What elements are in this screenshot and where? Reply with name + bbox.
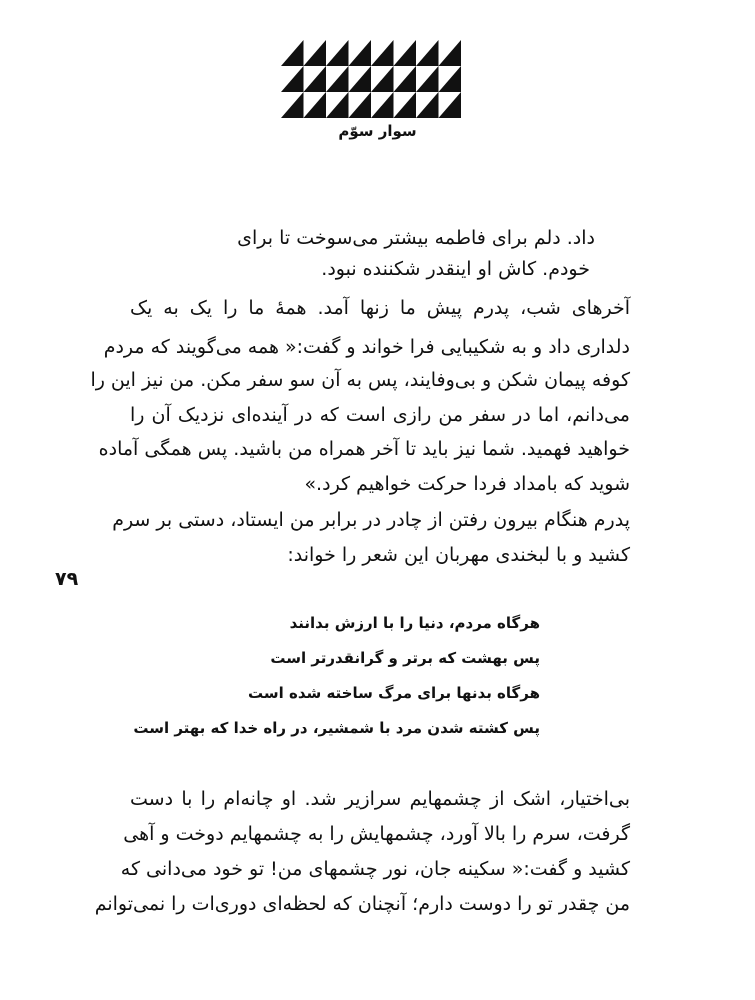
page-number: ۷۹ <box>55 568 79 590</box>
poem-verse: هرگاه مردم، دنیا را با ارزش بدانند <box>289 614 540 632</box>
body-line: بی‌اختیار، اشک از چشمهایم سرازیر شد. او چانه‌ام را با دست <box>130 788 630 810</box>
ornament-triangle <box>394 66 417 92</box>
body-line: خواهید فهمید. شما نیز باید تا آخر همراه من باشید. پس همگی آماده <box>98 438 630 460</box>
ornament-triangle <box>304 40 327 66</box>
body-line: دلداری داد و به شکیبایی فرا خواند و گفت:« همه می‌گویند که مردم <box>103 336 630 358</box>
ornament-triangle <box>416 40 439 66</box>
body-line: کشید و با لبخندی مهربان این شعر را خواند: <box>287 544 630 566</box>
body-line: شوید که بامداد فردا حرکت خواهیم کرد.» <box>304 473 630 495</box>
ornament-triangle <box>326 92 349 118</box>
body-line: پدرم هنگام بیرون رفتن از چادر در برابر من ایستاد، دستی بر سرم <box>112 509 630 531</box>
body-line: خودم. کاش او اینقدر شکننده نبود. <box>321 258 590 280</box>
ornament-triangle <box>349 40 372 66</box>
ornament-triangle <box>416 92 439 118</box>
triangle-ornament-icon <box>281 40 461 118</box>
chapter-title: سوار سوّم <box>338 122 417 140</box>
body-line: کشید و گفت:« سکینه جان، نور چشمهای من! تو خود می‌دانی که <box>120 858 630 880</box>
ornament-triangle <box>394 92 417 118</box>
ornament-triangle <box>326 40 349 66</box>
ornament-triangle <box>326 66 349 92</box>
ornament-triangle <box>349 66 372 92</box>
body-line: آخرهای شب، پدرم پیش ما زنها آمد. همهٔ ما را یک به یک <box>130 297 630 319</box>
body-line: کوفه پیمان شکن و بی‌وفایند، پس به آن سو سفر مکن. من نیز این را <box>90 369 630 391</box>
body-line: من چقدر تو را دوست دارم؛ آنچنان که لحظه‌ای دوری‌ات را نمی‌توانم <box>94 893 630 915</box>
ornament-triangle <box>371 40 394 66</box>
ornament-triangle <box>281 92 304 118</box>
ornament-triangle <box>281 66 304 92</box>
ornament-triangle <box>304 66 327 92</box>
poem-verse: هرگاه بدنها برای مرگ ساخته شده است <box>247 684 540 702</box>
poem-verse: پس کشته شدن مرد با شمشیر، در راه خدا که بهتر است <box>133 719 540 737</box>
body-line: می‌دانم، اما در سفر من رازی است که در آینده‌ای نزدیک آن را <box>130 404 630 426</box>
ornament-triangle <box>304 92 327 118</box>
poem-verse: پس بهشت که برتر و گرانقدرتر است <box>270 649 540 667</box>
ornament-triangle <box>349 92 372 118</box>
ornament-triangle <box>439 40 462 66</box>
ornament-triangle <box>416 66 439 92</box>
ornament-triangle <box>371 92 394 118</box>
ornament-triangle <box>439 66 462 92</box>
ornament-triangle <box>281 40 304 66</box>
ornament-triangle <box>439 92 462 118</box>
ornament-triangle <box>394 40 417 66</box>
body-line: داد. دلم برای فاطمه بیشتر می‌سوخت تا برای <box>237 227 595 249</box>
body-line: گرفت، سرم را بالا آورد، چشمهایش را به چشمهایم دوخت و آهی <box>123 823 630 845</box>
ornament-triangle <box>371 66 394 92</box>
